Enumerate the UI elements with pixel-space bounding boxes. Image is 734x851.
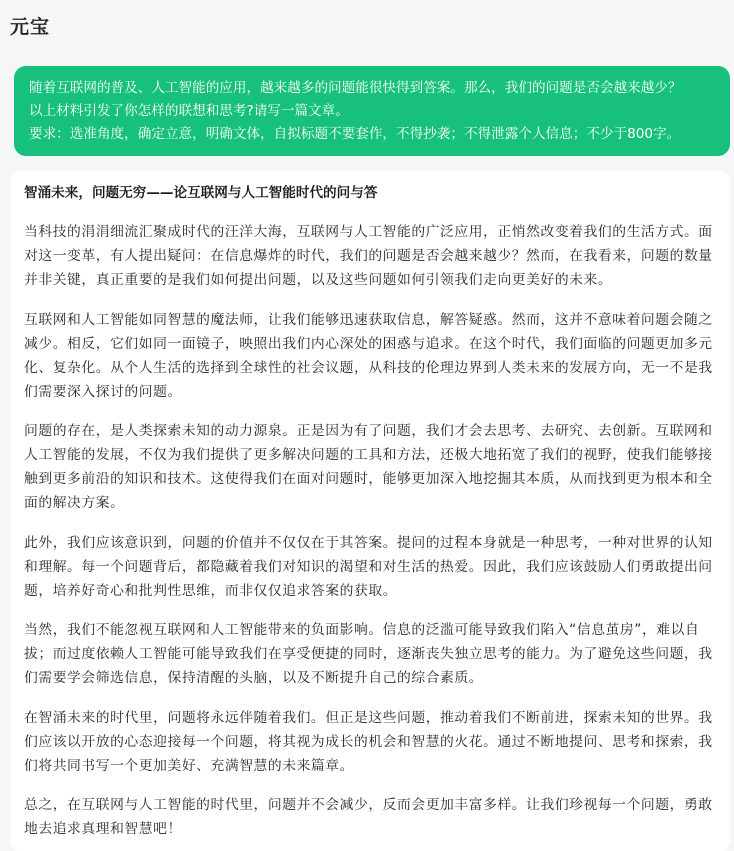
user-message-line: 随着互联网的普及、人工智能的应用，越来越多的问题能很快得到答案。那么，我们的问题是否会越来越少？ [29, 80, 682, 96]
answer-paragraph: 当科技的涓涓细流汇聚成时代的汪洋大海，互联网与人工智能的广泛应用，正悄然改变着我们的生活方式。面对这一变革，有人提出疑问：在信息爆炸的时代，我们的问题是否会越来越少？然而，在我看来，问题的数量并非关键，真正重要的是我们如何提出问题，以及这些问题如何引领我们走向更美好的未来。 [24, 224, 713, 288]
answer-paragraph: 当然，我们不能忽视互联网和人工智能带来的负面影响。信息的泛滥可能导致我们陷入“信息茧房”，难以自拔；而过度依赖人工智能可能导致我们在享受便捷的同时，逐渐丧失独立思考的能力。为了避免这些问题，我们需要学会筛选信息，保持清醒的头脑，以及不断提升自己的综合素质。 [24, 622, 713, 686]
user-message-bubble [14, 66, 730, 156]
user-message-line: 以上材料引发了你怎样的联想和思考?请写一篇文章。 [29, 103, 349, 119]
assistant-answer-card [10, 171, 730, 851]
answer-paragraph: 在智涌未来的时代里，问题将永远伴随着我们。但正是这些问题，推动着我们不断前进，探索未知的世界。我们应该以开放的心态迎接每一个问题，将其视为成长的机会和智慧的火花。通过不断地提问、思考和探索，我们将共同书写一个更加美好、充满智慧的未来篇章。 [24, 709, 713, 774]
answer-paragraph: 问题的存在，是人类探索未知的动力源泉。正是因为有了问题，我们才会去思考、去研究、去创新。互联网和人工智能的发展，不仅为我们提供了更多解决问题的工具和方法，还极大地拓宽了我们的视野，使我们能够接触到更多前沿的知识和技术。这使得我们在面对问题时，能够更加深入地挖掘其本质，从而找到更为根本和全面的解决方案。 [24, 423, 713, 511]
app-title: 元宝 [10, 16, 51, 38]
answer-paragraph: 此外，我们应该意识到，问题的价值并不仅仅在于其答案。提问的过程本身就是一种思考，一种对世界的认知和理解。每一个问题背后，都隐藏着我们对知识的渴望和对生活的热爱。因此，我们应该鼓励人们勇敢提出问题，培养好奇心和批判性思维，而非仅仅追求答案的获取。 [24, 534, 713, 599]
answer-paragraph: 总之，在互联网与人工智能的时代里，问题并不会减少，反而会更加丰富多样。让我们珍视每一个问题，勇敢地去追求真理和智慧吧！ [24, 797, 713, 837]
answer-title: 智涌未来，问题无穷——论互联网与人工智能时代的问与答 [24, 185, 378, 201]
answer-paragraph: 互联网和人工智能如同智慧的魔法师，让我们能够迅速获取信息，解答疑惑。然而，这并不意味着问题会随之减少。相反，它们如同一面镜子，映照出我们内心深处的困惑与追求。在这个时代，我们面临的问题更加多元化、复杂化。从个人生活的选择到全球性的社会议题，从科技的伦理边界到人类未来的发展方向，无一不是我们需要深入探讨的问题。 [24, 311, 713, 400]
user-message-line: 要求：选准角度，确定立意，明确文体，自拟标题不要套作，不得抄袭；不得泄露个人信息；不少于800字。 [29, 126, 681, 142]
